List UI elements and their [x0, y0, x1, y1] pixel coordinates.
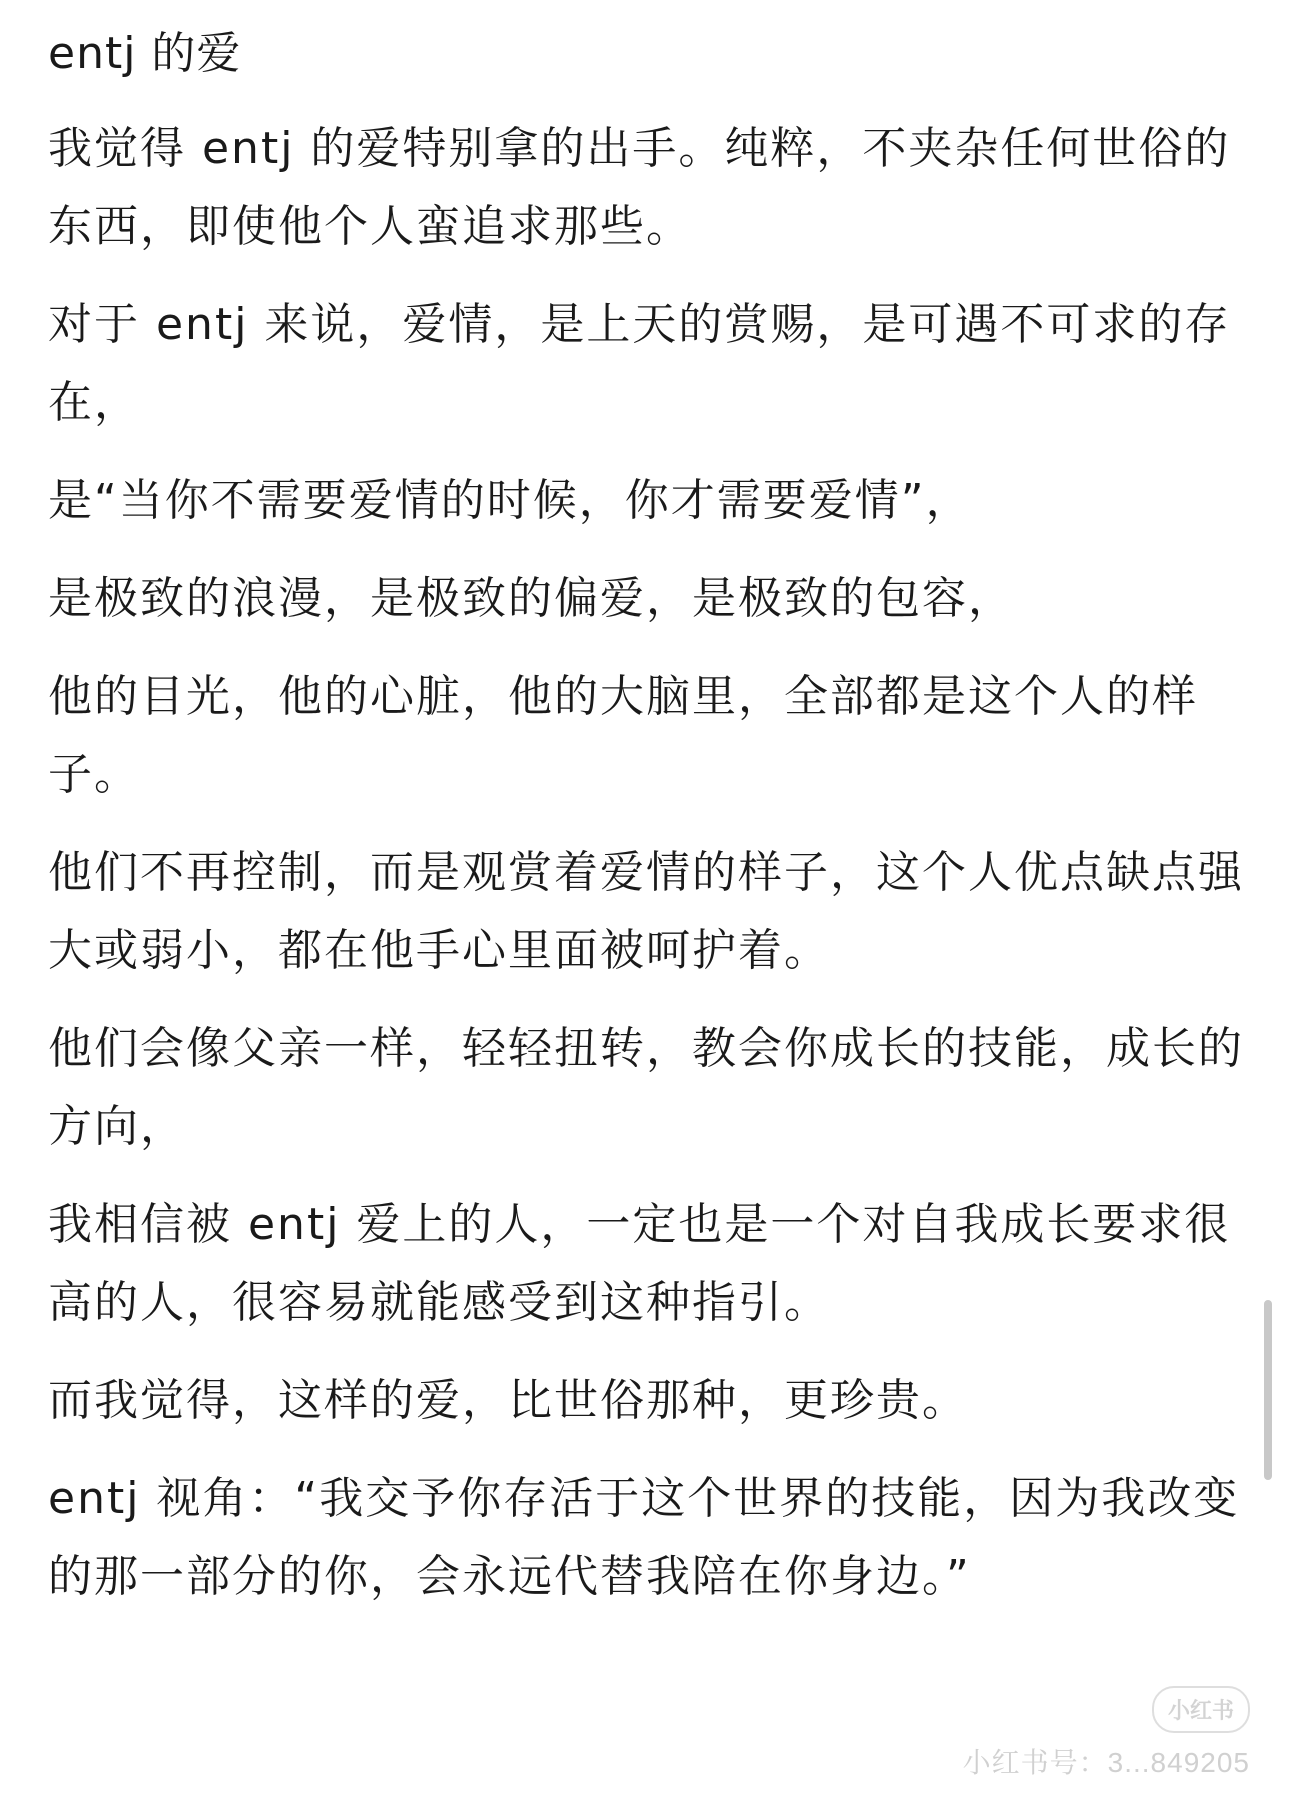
paragraph-10: entj 视角：“我交予你存活于这个世界的技能，因为我改变的那一部分的你，会永远代替我陪在你身边。”	[48, 1473, 1240, 1602]
article	[48, 18, 1248, 1636]
paragraph-9: 而我觉得，这样的爱，比世俗那种，更珍贵。	[48, 1375, 968, 1426]
paragraph-8: 我相信被 entj 爱上的人，一定也是一个对自我成长要求很高的人，很容易就能感受到这种指引。	[48, 1199, 1231, 1328]
watermark	[963, 1686, 1250, 1781]
scrollbar[interactable]	[1264, 1300, 1272, 1480]
paragraph-4: 是极致的浪漫，是极致的偏爱，是极致的包容，	[48, 573, 1014, 624]
paragraph-2: 对于 entj 来说，爱情，是上天的赏赐，是可遇不可求的存在，	[48, 299, 1231, 428]
paragraph-3: 是“当你不需要爱情的时候，你才需要爱情”，	[48, 475, 972, 526]
paragraph-1: 我觉得 entj 的爱特别拿的出手。纯粹，不夹杂任何世俗的东西，即使他个人蛮追求那些。	[48, 123, 1231, 252]
paragraph-5: 他的目光，他的心脏，他的大脑里，全部都是这个人的样子。	[48, 671, 1198, 800]
paragraph-6: 他们不再控制，而是观赏着爱情的样子，这个人优点缺点强大或弱小，都在他手心里面被呵护着。	[48, 847, 1244, 976]
watermark-logo: 小红书	[1152, 1686, 1250, 1733]
article-title: entj 的爱	[48, 28, 242, 79]
paragraph-7: 他们会像父亲一样，轻轻扭转，教会你成长的技能，成长的方向，	[48, 1023, 1244, 1152]
watermark-id: 小红书号：3...849205	[962, 1747, 1250, 1778]
